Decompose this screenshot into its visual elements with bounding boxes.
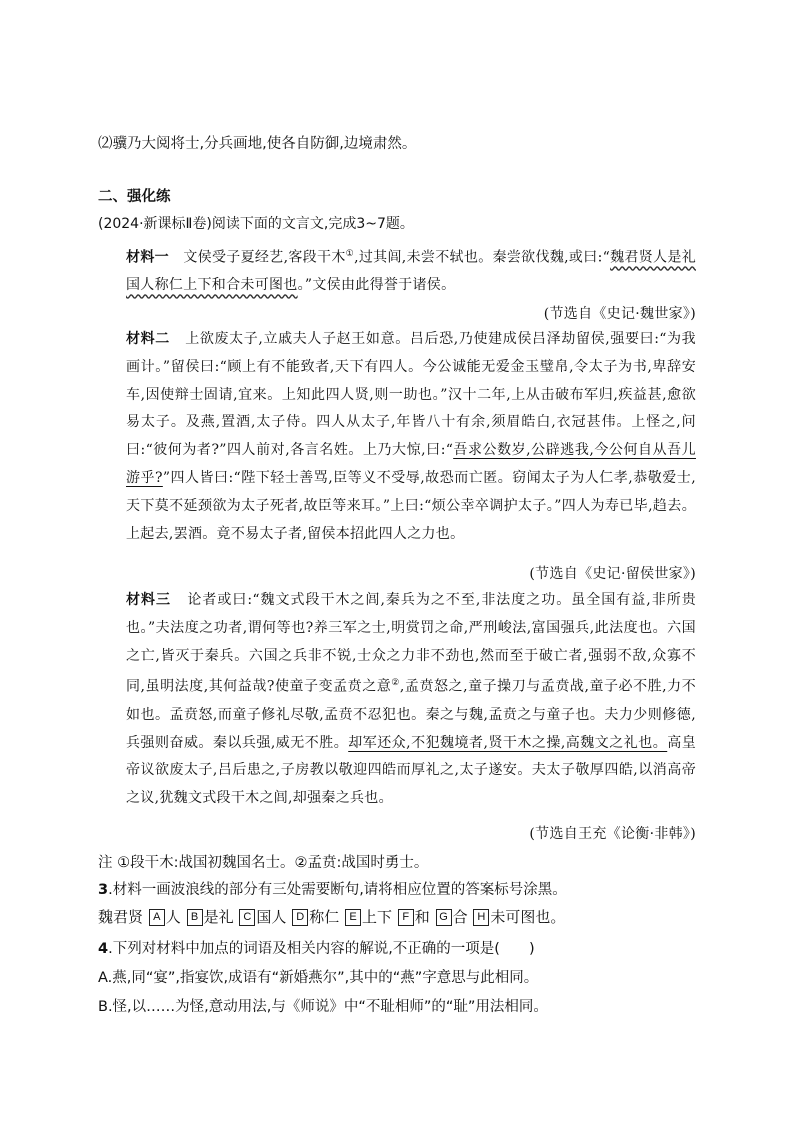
material-2-underlined-text: 吾求公数岁,公辟逃我,今公何自从吾儿游乎? [126,442,696,486]
segment-9: 未可图也。 [490,908,566,926]
material-2-source: (节选自《史记·留侯世家》) [529,566,696,582]
question-4-option-b: B.怪,以……为怪,意动用法,与《师说》中“不耻相师”的“耻”用法相同。 [98,999,548,1015]
question-3-answer-row [98,906,708,927]
question-4-text: .下列对材料中加点的词语及相关内容的解说,不正确的一项是( ) [108,941,535,957]
question-3-text: .材料一画波浪线的部分有三处需要断句,请将相应位置的答案标号涂黑。 [108,882,567,898]
option-box-b[interactable]: B [187,909,203,926]
segment-5: 称仁 [309,908,340,926]
segment-8: 合 [452,908,468,926]
option-box-g[interactable]: G [436,909,452,926]
section-title: 二、强化练 [98,189,171,205]
segment-2: 人 [165,908,181,926]
option-box-c[interactable]: C [239,909,255,926]
material-1 [98,241,696,300]
material-1-text-c: 。”文侯由此得誉于诸侯。 [297,277,456,294]
option-box-a[interactable]: A [149,909,165,926]
material-3-text-b: ,孟贲怒之,童子操刀与孟贲战,童子必不胜,力不如也。孟贲怒,而童子修礼尽敬,孟贲不忍犯也。秦之与魏,孟贲之与童子也。夫力少则修德,兵强则奋威。秦以兵强,威无不胜。 [126,679,697,751]
segment-6: 上下 [361,908,392,926]
option-box-f[interactable]: F [398,909,414,926]
material-3-text-a: 论者或曰:“魏文式段干木之闾,秦兵为之不至,非法度之功。虽全国有益,非所贵也。”夫法度之功者,谓何等也?养三军之士,明赏罚之命,严刑峻法,富国强兵,此法度也。六国之亡,皆灭于秦兵。六国之兵非不锐,士众之力非不劲也,然而至于破亡者,强弱不敌,众寡不同,虽明法度,其何益哉?使童子变孟贲之意 [126,592,696,696]
material-1-wavy-text: 魏君贤人是礼国人称仁上下和合未可图也 [126,249,696,294]
segment-4: 国人 [256,908,287,926]
material-2-label: 材料二 [126,331,170,347]
material-1-source: (节选自《史记·魏世家》) [543,306,696,322]
note-ref-2: ② [391,678,400,689]
option-box-h[interactable]: H [473,909,489,926]
footnotes: 注 ①段干木:战国初魏国名士。②孟贲:战国时勇士。 [98,855,429,871]
question-3-number: 3 [98,882,109,898]
segment-7: 和 [414,908,430,926]
option-box-d[interactable]: D [292,909,308,926]
segment-3: 是礼 [203,908,234,926]
material-1-label: 材料一 [126,249,169,266]
material-2-text-b: ”四人皆曰:“陛下轻士善骂,臣等义不受辱,故恐而亡匿。窃闻太子为人仁孝,恭敬爱士,天下莫不延颈欲为太子死者,故臣等来耳。”上曰:“烦公幸卒调护太子。”四人为寿已毕,趋去。上起去,罢酒。竟不易太子者,留侯本招此四人之力也。 [126,469,696,542]
question-4-number: 4 [98,941,109,957]
material-3-source: (节选自王充《论衡·非韩》) [529,826,696,842]
material-3-underlined-text: 却军还众,不犯魏境者,贤干木之操,高魏文之礼也。 [348,734,668,751]
material-1-text-b: ,过其闾,未尝不轼也。秦尝欲伐魏,或曰:“ [354,249,611,266]
question-4 [98,937,708,958]
material-3-label: 材料三 [126,592,171,608]
material-3 [98,587,696,813]
material-2-text-a: 上欲废太子,立戚夫人子赵王如意。吕后恐,乃使建成侯吕泽劫留侯,强要曰:“为我画计。”留侯曰:“顾上有不能致者,天下有四人。今公诚能无爱金玉璧帛,令太子为书,卑辞安车,因使辩士固请,宜来。上知此四人贤,则一助也。”汉十二年,上从击破布军归,疾益甚,愈欲易太子。及燕,置酒,太子侍。四人从太子,年皆八十有余,须眉皓白,衣冠甚伟。上怪之,问曰:“彼何为者?”四人前对,各言名姓。上乃大惊,曰:“ [126,331,696,459]
material-1-text-a: 文侯受子夏经艺,客段干木 [183,249,346,266]
question-4-option-a: A.燕,同“宴”,指宴饮,成语有“新婚燕尔”,其中的“燕”字意思与此相同。 [98,970,539,986]
section-intro: (2024·新课标Ⅱ卷)阅读下面的文言文,完成3~7题。 [98,216,414,232]
answer-item-2: ⑵骥乃大阅将士,分兵画地,使各自防御,边境肃然。 [98,136,417,152]
material-3-text-c: 高皇帝议欲废太子,吕后患之,子房教以敬迎四皓而厚礼之,太子遂安。夫太子敬厚四皓,以消高帝之议,犹魏文式段干木之闾,却强秦之兵也。 [126,734,697,807]
segment-1: 魏君贤 [98,908,144,926]
note-ref-1: ① [345,249,355,259]
material-2 [98,326,696,548]
question-3 [98,878,708,899]
option-box-e[interactable]: E [345,909,361,926]
